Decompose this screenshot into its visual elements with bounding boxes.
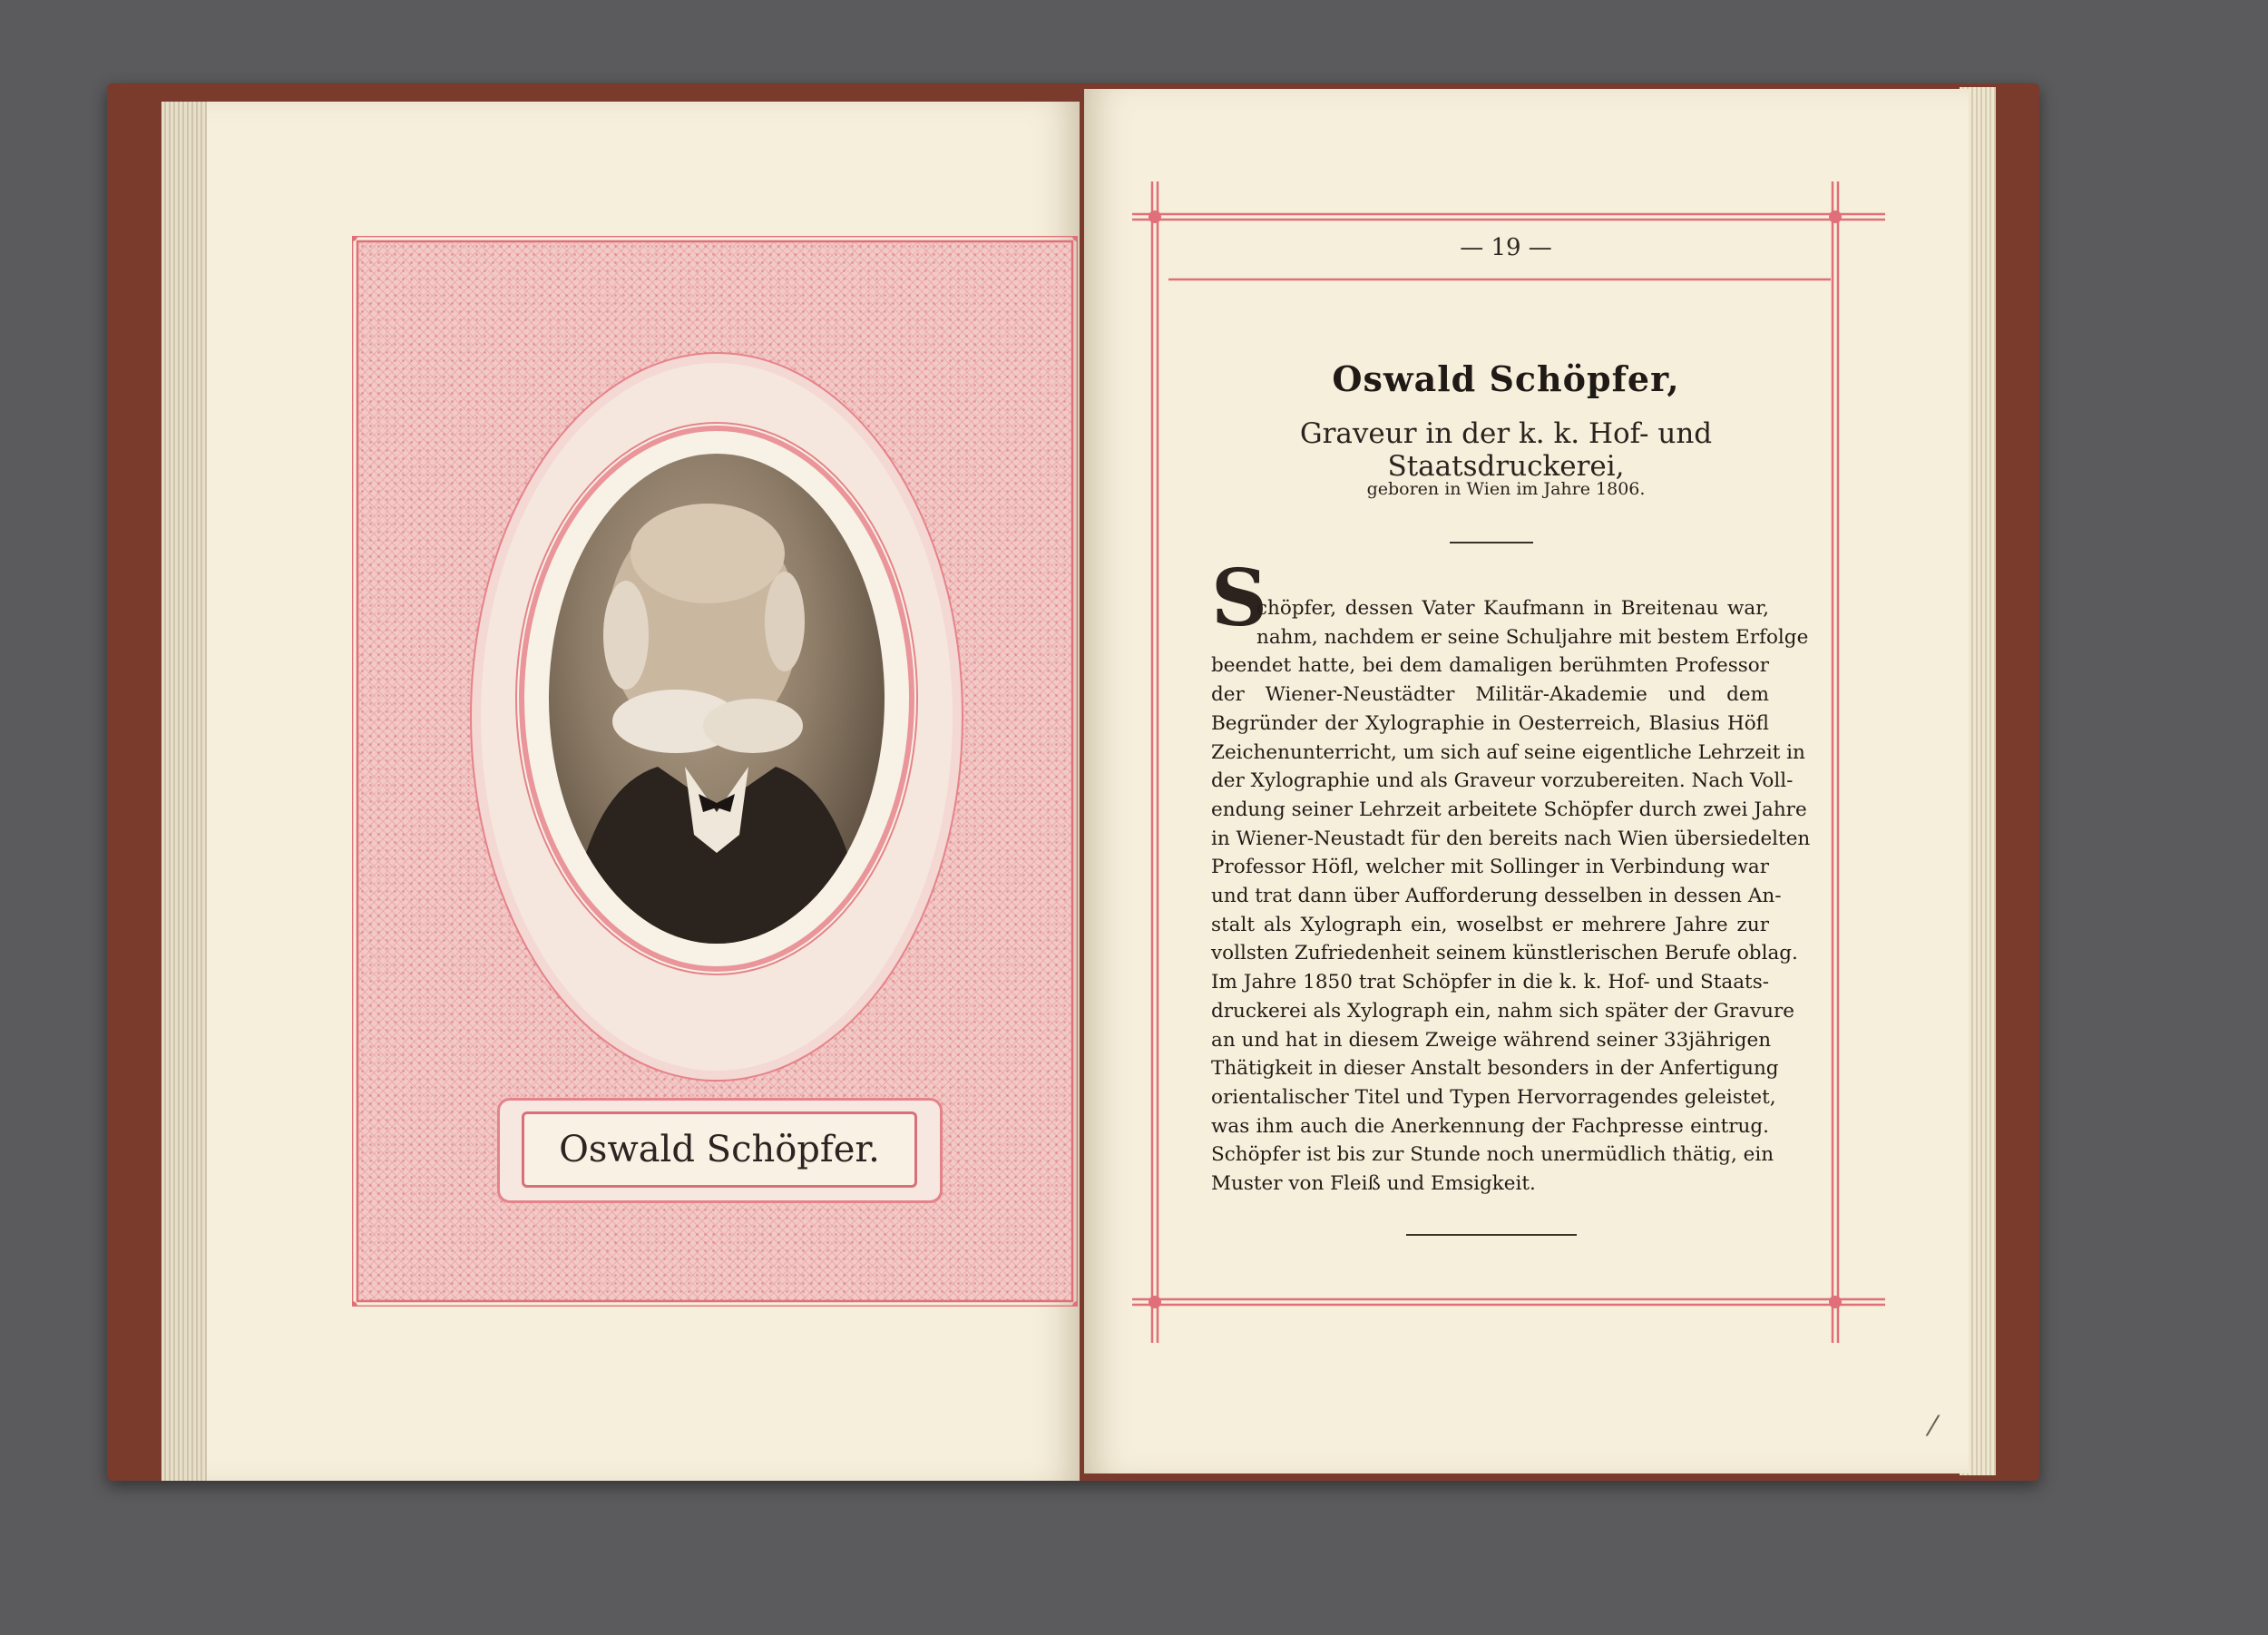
birth-line: geboren in Wien im Jahre 1806. [1366,479,1646,499]
body-line: was ihm auch die Anerkennung der Fachpresse eintrug. [1211,1114,1769,1138]
body-line: endung seiner Lehrzeit arbeitete Schöpfer durch zwei Jahre [1211,798,1807,821]
body-line: Thätigkeit in dieser Anstalt besonders in der Anfertigung [1211,1057,1779,1081]
body-line: druckerei als Xylograph ein, nahm sich später der Gravure [1211,999,1794,1023]
body-line: Schöpfer ist bis zur Stunde noch unermüdlich thätig, ein [1211,1143,1774,1167]
page-number: — 19 — [1460,234,1552,261]
body-line: in Wiener-Neustadt für den bereits nach Wien übersiedelten [1211,827,1811,850]
body-line: orientalischer Titel und Typen Hervorragendes geleistet, [1211,1085,1776,1109]
drop-cap: S [1211,553,1268,644]
portrait-caption: Oswald Schöpfer. [522,1111,917,1188]
body-line: Im Jahre 1850 trat Schöpfer in die k. k. Hof- und Staats- [1211,971,1769,994]
pencil-mark: ⁄ [1931,1411,1936,1443]
body-line: der Xylographie und als Graveur vorzubereiten. Nach Voll- [1211,769,1794,793]
divider-rule-bottom [1406,1234,1577,1236]
body-line: Zeichenunterricht, um sich auf seine eigentliche Lehrzeit in [1211,740,1805,764]
divider-rule-top [1450,542,1533,543]
biography-body [1211,594,1811,1199]
body-line: vollsten Zufriedenheit seinem künstlerischen Berufe oblag. [1211,942,1798,965]
body-line: nahm, nachdem er seine Schuljahre mit bestem Erfolge [1256,625,1809,649]
body-line: an und hat in diesem Zweige während seiner 33jährigen [1211,1028,1772,1052]
biography-title: Oswald Schöpfer, [1332,358,1680,399]
biography-subtitle: Graveur in der k. k. Hof- und Staatsdruckerei, [1299,417,1713,483]
body-line: der Wiener-Neustädter Militär-Akademie und dem [1211,683,1769,707]
body-line: Professor Höfl, welcher mit Sollinger in Verbindung war [1211,856,1769,879]
body-line: stalt als Xylograph ein, woselbst er mehrere Jahre zur [1211,913,1769,936]
body-line: Muster von Fleiß und Emsigkeit. [1211,1172,1536,1196]
portrait-photograph [549,454,885,944]
body-line: beendet hatte, bei dem damaligen berühmten Professor [1211,654,1769,678]
body-line: Begründer der Xylographie in Oesterreich, Blasius Höfl [1211,711,1769,735]
body-line: chöpfer, dessen Vater Kaufmann in Breitenau war, [1256,597,1769,620]
body-line: und trat dann über Aufforderung desselben in dessen An- [1211,885,1782,908]
